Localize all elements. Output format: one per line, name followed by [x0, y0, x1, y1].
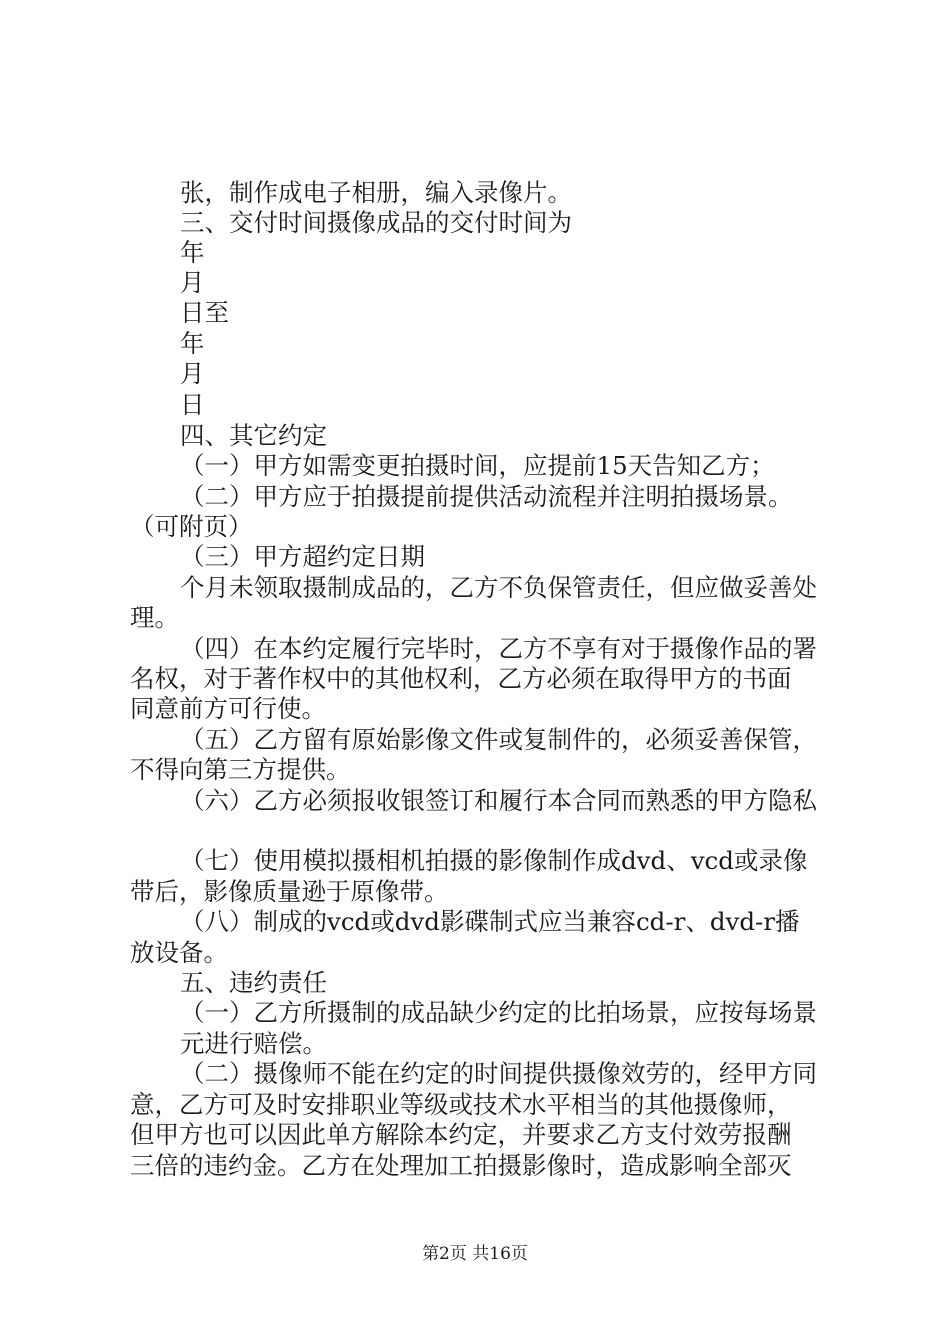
text-line: 元进行赔偿。: [180, 1029, 327, 1058]
text-line: （四）在本约定履行完毕时，乙方不享有对于摄像作品的署: [180, 634, 817, 663]
text-line: 同意前方可行使。: [130, 694, 326, 723]
text-line: 月: [180, 359, 205, 388]
text-line: 月: [180, 268, 205, 297]
page-number-footer: 第2页 共16页: [422, 1244, 528, 1264]
text-line: 但甲方也可以因此单方解除本约定，并要求乙方支付效劳报酬: [130, 1120, 792, 1149]
text-line: 理。: [130, 603, 179, 632]
text-line: （一）乙方所摄制的成品缺少约定的比拍场景，应按每场景: [180, 998, 817, 1027]
section-heading-liability: 五、违约责任: [180, 968, 327, 997]
text-line: （二）甲方应于拍摄提前提供活动流程并注明拍摄场景。: [180, 482, 793, 511]
text-line: （可附页）: [130, 512, 253, 541]
text-line: 放设备。: [130, 938, 228, 967]
text-line: （二）摄像师不能在约定的时间提供摄像效劳的，经甲方同: [180, 1059, 817, 1088]
text-line: 年: [180, 238, 205, 267]
text-line: 日: [180, 390, 205, 419]
text-line: 张，制作成电子相册，编入录像片。: [180, 178, 572, 207]
text-line: （八）制成的vcd或dvd影碟制式应当兼容cd-r、dvd-r播: [180, 907, 800, 936]
text-line: 意，乙方可及时安排职业等级或技术水平相当的其他摄像师，: [130, 1090, 792, 1119]
text-line: 年: [180, 329, 205, 358]
text-line: 三倍的违约金。乙方在处理加工拍摄影像时，造成影响全部灭: [130, 1151, 792, 1180]
text-line: （六）乙方必须报收银签订和履行本合同而熟悉的甲方隐私: [180, 786, 817, 815]
text-line: （七）使用模拟摄相机拍摄的影像制作成dvd、vcd或录像: [180, 846, 808, 875]
text-line: （五）乙方留有原始影像文件或复制件的，必须妥善保管，: [180, 725, 817, 754]
text-line: 不得向第三方提供。: [130, 755, 351, 784]
section-heading-other-terms: 四、其它约定: [180, 421, 327, 450]
text-line: 名权，对于著作权中的其他权利，乙方必须在取得甲方的书面: [130, 664, 792, 693]
text-line: 日至: [180, 298, 229, 327]
text-line: （三）甲方超约定日期: [180, 542, 425, 571]
text-line: 个月未领取摄制成品的，乙方不负保管责任，但应做妥善处: [180, 573, 817, 602]
text-line: 带后，影像质量逊于原像带。: [130, 877, 449, 906]
section-heading-delivery-time: 三、交付时间摄像成品的交付时间为: [180, 208, 572, 237]
text-line: （一）甲方如需变更拍摄时间，应提前15天告知乙方；: [180, 451, 775, 480]
